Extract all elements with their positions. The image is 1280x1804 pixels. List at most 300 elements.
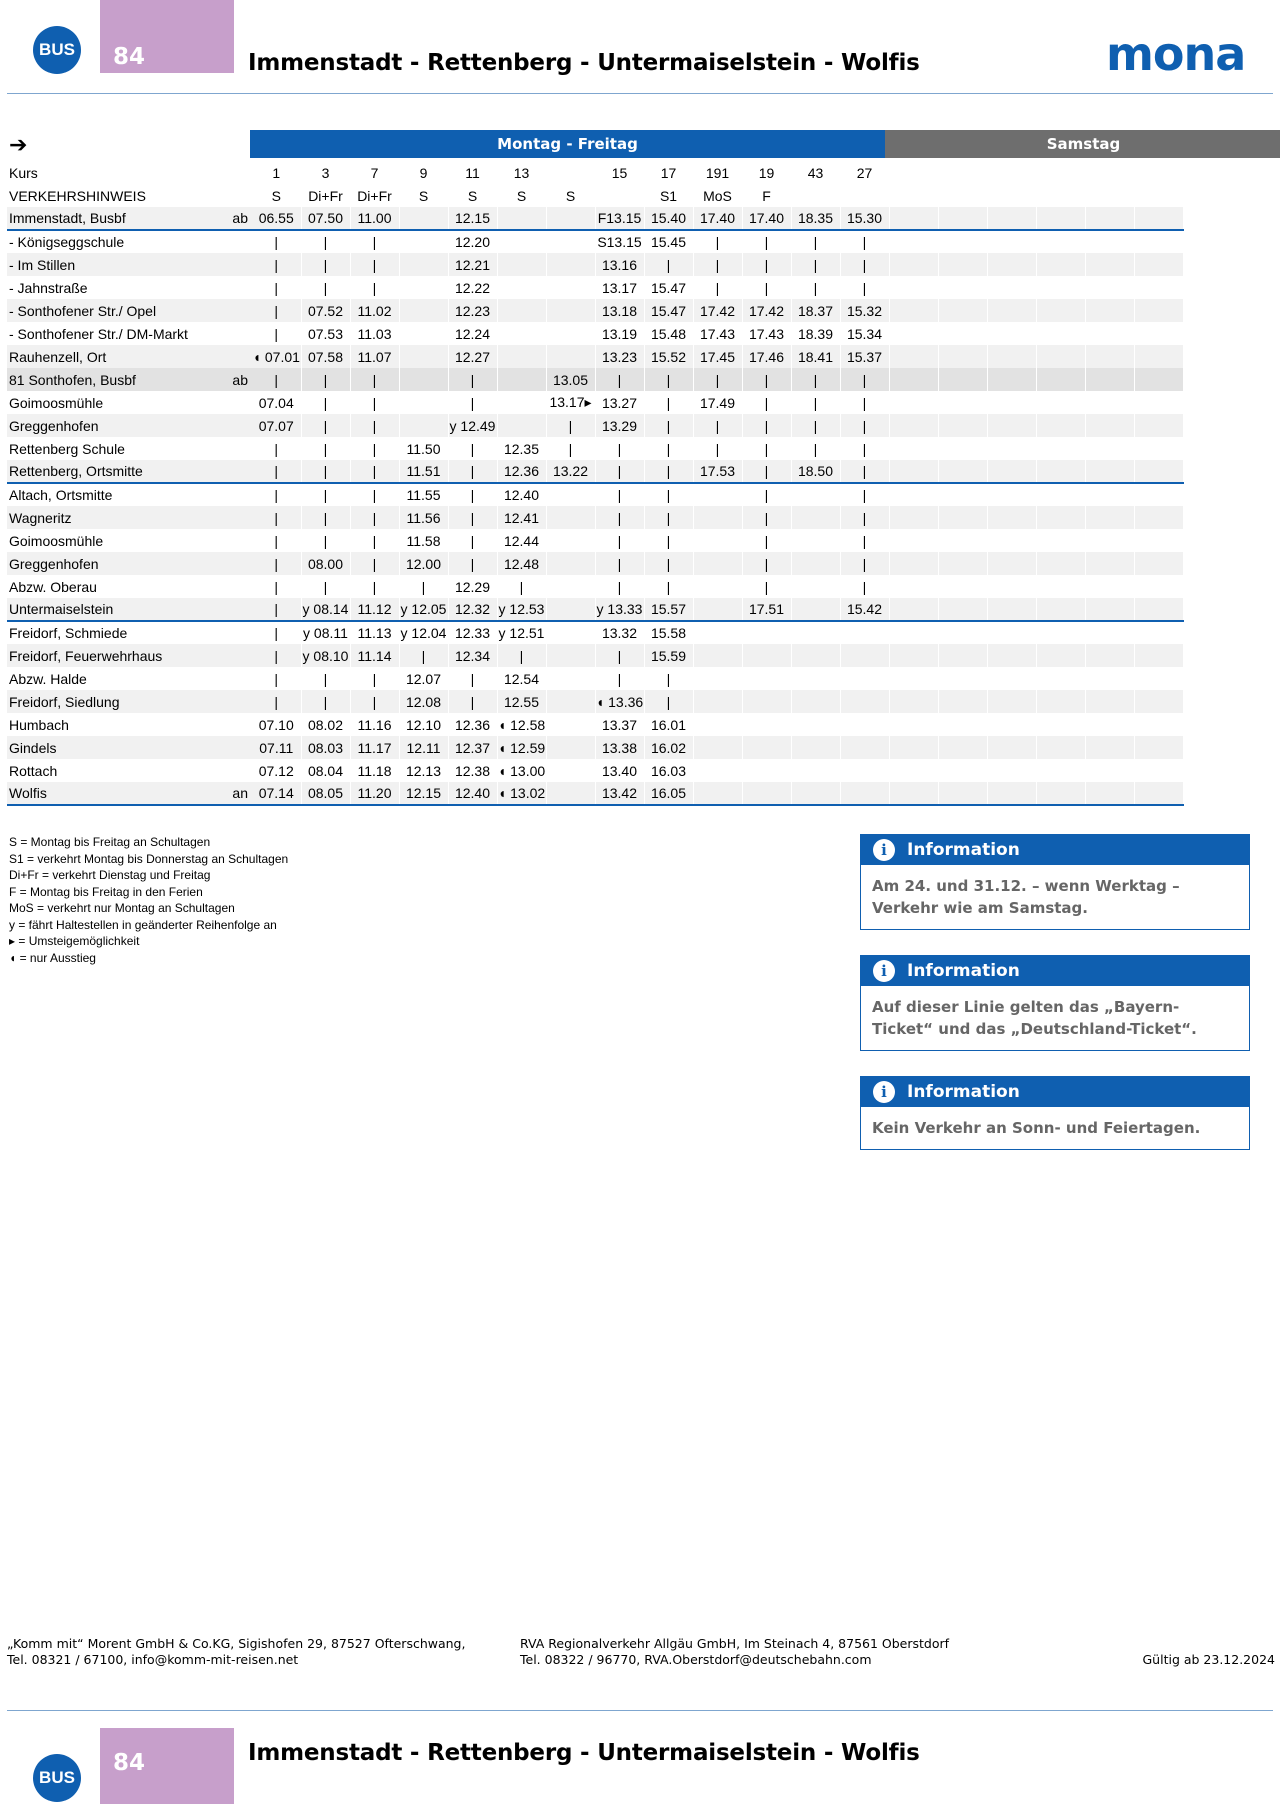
departure-time: 13.17▸ <box>546 391 595 414</box>
departure-time: | <box>350 276 399 299</box>
departure-time <box>399 207 448 230</box>
page-title: Immenstadt - Rettenberg - Untermaiselstein - Wolfis <box>248 50 920 76</box>
departure-time <box>742 667 791 690</box>
kurs-number: 7 <box>350 161 399 184</box>
legend-item: ▸ = Umsteigemöglichkeit <box>9 934 140 948</box>
departure-time <box>399 253 448 276</box>
stop-row <box>7 276 1183 299</box>
departure-time <box>1134 253 1183 276</box>
departure-time: 11.58 <box>399 529 448 552</box>
kurs-number <box>889 161 938 184</box>
departure-time: 15.52 <box>644 345 693 368</box>
departure-time: 15.32 <box>840 299 889 322</box>
stop-row <box>7 322 1183 345</box>
departure-time <box>1085 782 1134 805</box>
departure-time <box>693 759 742 782</box>
departure-time: | <box>448 391 497 414</box>
departure-time: | <box>301 253 350 276</box>
stop-name: Greggenhofen <box>7 414 227 437</box>
departure-time <box>399 299 448 322</box>
departure-time: | <box>693 437 742 460</box>
departure-time: | <box>742 529 791 552</box>
departure-time <box>791 529 840 552</box>
departure-time <box>546 575 595 598</box>
departure-time <box>1085 759 1134 782</box>
departure-time: | <box>693 414 742 437</box>
departure-time <box>791 483 840 506</box>
stop-row <box>7 736 1183 759</box>
departure-time: | <box>448 483 497 506</box>
departure-time <box>546 299 595 322</box>
departure-time <box>1134 506 1183 529</box>
departure-time: 18.50 <box>791 460 840 483</box>
stop-name: Freidorf, Feuerwehrhaus <box>7 644 227 667</box>
departure-time: 17.43 <box>742 322 791 345</box>
departure-time <box>938 414 987 437</box>
stop-row <box>7 391 1183 414</box>
departure-time <box>1134 230 1183 253</box>
arr-dep-marker <box>227 391 252 414</box>
departure-time <box>546 529 595 552</box>
departure-time: ◖ 12.58 <box>497 713 546 736</box>
kurs-number: 191 <box>693 161 742 184</box>
departure-time: 15.47 <box>644 299 693 322</box>
kurs-label: Kurs <box>7 161 227 184</box>
kurs-number <box>1036 161 1085 184</box>
departure-time <box>938 322 987 345</box>
arr-dep-marker <box>227 667 252 690</box>
departure-time: 06.55 <box>252 207 301 230</box>
departure-time <box>1134 276 1183 299</box>
departure-time: | <box>252 299 301 322</box>
departure-time: S13.15 <box>595 230 644 253</box>
departure-time: | <box>644 437 693 460</box>
departure-time <box>1085 506 1134 529</box>
arr-dep-marker <box>227 437 252 460</box>
departure-time <box>1036 598 1085 621</box>
departure-time <box>987 713 1036 736</box>
hinweis-code <box>791 184 840 207</box>
departure-time: | <box>497 575 546 598</box>
departure-time <box>1036 207 1085 230</box>
departure-time: 12.32 <box>448 598 497 621</box>
departure-time: y 12.49 <box>448 414 497 437</box>
hinweis-code: S <box>399 184 448 207</box>
departure-time <box>938 713 987 736</box>
departure-time <box>497 368 546 391</box>
departure-time <box>889 759 938 782</box>
departure-time <box>889 644 938 667</box>
departure-time: | <box>399 644 448 667</box>
legend-item: Di+Fr = verkehrt Dienstag und Freitag <box>9 868 211 882</box>
departure-time <box>791 690 840 713</box>
departure-time: y 12.05 <box>399 598 448 621</box>
departure-time: 13.29 <box>595 414 644 437</box>
departure-time <box>1036 575 1085 598</box>
arr-dep-marker <box>227 345 252 368</box>
departure-time <box>1134 782 1183 805</box>
departure-time <box>987 621 1036 644</box>
footer-company-2 <box>520 1636 949 1668</box>
departure-time: | <box>742 483 791 506</box>
departure-time <box>938 391 987 414</box>
departure-time <box>938 230 987 253</box>
departure-time <box>1036 253 1085 276</box>
departure-time <box>938 690 987 713</box>
departure-time <box>791 759 840 782</box>
departure-time <box>889 276 938 299</box>
departure-time <box>1085 368 1134 391</box>
departure-time <box>1134 368 1183 391</box>
arr-dep-marker <box>227 460 252 483</box>
departure-time <box>1036 759 1085 782</box>
header-divider <box>7 93 1273 94</box>
departure-time: 11.16 <box>350 713 399 736</box>
hinweis-code: S1 <box>644 184 693 207</box>
stop-name: Rettenberg Schule <box>9 440 125 457</box>
departure-time <box>1085 667 1134 690</box>
departure-time <box>1085 253 1134 276</box>
legend-item: S1 = verkehrt Montag bis Donnerstag an Schultagen <box>9 851 289 866</box>
bus-badge: BUS <box>33 1754 81 1802</box>
departure-time <box>938 736 987 759</box>
departure-time: | <box>693 230 742 253</box>
departure-time <box>399 345 448 368</box>
departure-time: | <box>252 621 301 644</box>
departure-time <box>1036 414 1085 437</box>
hinweis-label: VERKEHRSHINWEIS <box>7 184 227 207</box>
arr-dep-marker <box>227 414 252 437</box>
departure-time: | <box>791 368 840 391</box>
departure-time <box>693 575 742 598</box>
departure-time: | <box>644 483 693 506</box>
arr-dep-marker <box>227 690 252 713</box>
departure-time: 07.14 <box>252 782 301 805</box>
departure-time <box>987 759 1036 782</box>
stop-row <box>7 253 1183 276</box>
logo-text: mona <box>1106 34 1246 78</box>
info-box-title: Information <box>907 961 1020 981</box>
departure-time <box>889 575 938 598</box>
departure-time: 15.59 <box>644 644 693 667</box>
departure-time: | <box>350 506 399 529</box>
departure-time <box>987 391 1036 414</box>
departure-time: ◖ 07.01 <box>252 345 301 368</box>
departure-time: 13.37 <box>595 713 644 736</box>
departure-time: | <box>497 644 546 667</box>
kurs-number: 27 <box>840 161 889 184</box>
departure-time: | <box>644 529 693 552</box>
departure-time <box>987 598 1036 621</box>
departure-time <box>889 230 938 253</box>
departure-time <box>1085 207 1134 230</box>
departure-time: | <box>644 506 693 529</box>
departure-time <box>889 460 938 483</box>
departure-time: 07.11 <box>252 736 301 759</box>
departure-time <box>546 345 595 368</box>
kurs-number: 11 <box>448 161 497 184</box>
departure-time: | <box>448 460 497 483</box>
departure-time <box>889 667 938 690</box>
departure-time <box>938 437 987 460</box>
stop-row <box>7 782 1183 805</box>
departure-time <box>791 736 840 759</box>
departure-time <box>1134 690 1183 713</box>
departure-time: 07.53 <box>301 322 350 345</box>
departure-time: 12.41 <box>497 506 546 529</box>
departure-time: 13.19 <box>595 322 644 345</box>
departure-time: | <box>595 667 644 690</box>
stop-name: Immenstadt, Busbf <box>7 207 227 230</box>
arr-dep-marker: ab <box>227 368 252 391</box>
departure-time: | <box>252 230 301 253</box>
departure-time: 12.15 <box>399 782 448 805</box>
departure-time: 18.41 <box>791 345 840 368</box>
departure-time: | <box>791 391 840 414</box>
arr-dep-marker <box>227 230 252 253</box>
departure-time <box>546 598 595 621</box>
arr-dep-marker <box>227 713 252 736</box>
departure-time <box>693 690 742 713</box>
departure-time: | <box>840 483 889 506</box>
hinweis-code: MoS <box>693 184 742 207</box>
departure-time: 12.37 <box>448 736 497 759</box>
stop-name: - Im Stillen <box>7 253 227 276</box>
departure-time: | <box>301 230 350 253</box>
departure-time <box>742 759 791 782</box>
arr-dep-marker <box>227 736 252 759</box>
arr-dep-marker <box>227 552 252 575</box>
departure-time: y 12.04 <box>399 621 448 644</box>
departure-time <box>938 598 987 621</box>
departure-time <box>497 299 546 322</box>
hinweis-code: S <box>497 184 546 207</box>
hinweis-code <box>1036 184 1085 207</box>
stop-row <box>7 414 1183 437</box>
departure-time <box>1134 345 1183 368</box>
departure-time <box>987 552 1036 575</box>
departure-time <box>693 483 742 506</box>
departure-time <box>1134 621 1183 644</box>
departure-time <box>1134 529 1183 552</box>
departure-time: 17.46 <box>742 345 791 368</box>
hinweis-code: S <box>252 184 301 207</box>
departure-time: 18.35 <box>791 207 840 230</box>
departure-time: 11.51 <box>399 460 448 483</box>
departure-time <box>987 529 1036 552</box>
hinweis-code <box>1085 184 1134 207</box>
departure-time: | <box>742 414 791 437</box>
departure-time <box>938 575 987 598</box>
info-icon: i <box>873 839 895 861</box>
departure-time <box>1036 299 1085 322</box>
stop-row <box>7 460 1183 483</box>
hinweis-code: F <box>742 184 791 207</box>
departure-time: 12.00 <box>399 552 448 575</box>
departure-time <box>1134 299 1183 322</box>
info-box-header <box>861 1077 1249 1107</box>
departure-time: | <box>595 368 644 391</box>
departure-time: | <box>252 644 301 667</box>
arr-dep-marker <box>227 483 252 506</box>
page-title: Immenstadt - Rettenberg - Untermaiselstein - Wolfis <box>248 1740 920 1766</box>
departure-time <box>1085 644 1134 667</box>
departure-time <box>1036 782 1085 805</box>
departure-time: 17.42 <box>742 299 791 322</box>
departure-time: | <box>252 437 301 460</box>
departure-time <box>987 644 1036 667</box>
departure-time: | <box>791 414 840 437</box>
departure-time: | <box>840 506 889 529</box>
arr-dep-marker <box>227 276 252 299</box>
departure-time: 11.03 <box>350 322 399 345</box>
stop-row <box>7 598 1183 621</box>
departure-time <box>1036 644 1085 667</box>
departure-time: 07.07 <box>252 414 301 437</box>
departure-time <box>1085 621 1134 644</box>
departure-time: 11.02 <box>350 299 399 322</box>
departure-time: | <box>840 414 889 437</box>
departure-time: | <box>742 575 791 598</box>
departure-time: 11.17 <box>350 736 399 759</box>
departure-time <box>889 437 938 460</box>
departure-time <box>1036 506 1085 529</box>
legend-item: F = Montag bis Freitag in den Ferien <box>9 884 203 899</box>
arr-dep-marker <box>227 253 252 276</box>
departure-time: 08.02 <box>301 713 350 736</box>
departure-time: 11.07 <box>350 345 399 368</box>
info-box-text: Auf dieser Linie gelten das „Bayern-Ticket“ und das „Deutschland-Ticket“. <box>872 998 1197 1038</box>
departure-time: | <box>742 368 791 391</box>
departure-time: | <box>301 506 350 529</box>
departure-time: 16.03 <box>644 759 693 782</box>
departure-time: | <box>644 690 693 713</box>
departure-time: | <box>252 276 301 299</box>
stop-name: - Jahnstraße <box>9 279 88 296</box>
departure-time <box>889 253 938 276</box>
departure-time <box>1085 529 1134 552</box>
departure-time <box>1134 437 1183 460</box>
departure-time: 12.38 <box>448 759 497 782</box>
departure-time: 11.00 <box>350 207 399 230</box>
departure-time: 12.40 <box>448 782 497 805</box>
departure-time: | <box>840 230 889 253</box>
departure-time <box>987 736 1036 759</box>
departure-time: 12.55 <box>497 690 546 713</box>
departure-time: 13.27 <box>595 391 644 414</box>
departure-time: 17.43 <box>693 322 742 345</box>
kurs-number: 9 <box>399 161 448 184</box>
departure-time <box>1134 483 1183 506</box>
departure-time <box>546 782 595 805</box>
kurs-number: 15 <box>595 161 644 184</box>
hinweis-code <box>889 184 938 207</box>
departure-time: 12.21 <box>448 253 497 276</box>
departure-time: 12.44 <box>497 529 546 552</box>
departure-time: | <box>644 552 693 575</box>
legend <box>9 834 288 966</box>
kurs-number: 1 <box>252 161 301 184</box>
validity-date: Gültig ab 23.12.2024 <box>1142 1652 1275 1667</box>
departure-time: y 12.53 <box>497 598 546 621</box>
departure-time <box>742 690 791 713</box>
departure-time: 17.40 <box>742 207 791 230</box>
departure-time: 12.24 <box>448 322 497 345</box>
kurs-number <box>546 161 595 184</box>
stop-name: Abzw. Halde <box>9 670 87 687</box>
stop-row <box>7 759 1183 782</box>
departure-time: | <box>546 437 595 460</box>
departure-time <box>889 483 938 506</box>
arr-dep-marker <box>227 621 252 644</box>
departure-time: | <box>742 506 791 529</box>
departure-time <box>693 667 742 690</box>
departure-time <box>987 276 1036 299</box>
departure-time <box>889 713 938 736</box>
departure-time: 18.39 <box>791 322 840 345</box>
stop-name: Untermaiselstein <box>7 598 227 621</box>
departure-time <box>1134 713 1183 736</box>
departure-time: F13.15 <box>595 207 644 230</box>
departure-time <box>1134 644 1183 667</box>
departure-time <box>1085 230 1134 253</box>
departure-time <box>1085 299 1134 322</box>
departure-time: | <box>252 529 301 552</box>
departure-time <box>938 667 987 690</box>
info-box-sundays <box>860 1076 1250 1150</box>
departure-time: 17.49 <box>693 391 742 414</box>
departure-time: | <box>252 552 301 575</box>
departure-time <box>840 713 889 736</box>
departure-time <box>987 483 1036 506</box>
departure-time: ◖ 13.36 <box>595 690 644 713</box>
departure-time <box>987 460 1036 483</box>
departure-time: | <box>791 437 840 460</box>
departure-time: 15.47 <box>644 276 693 299</box>
departure-time: | <box>644 391 693 414</box>
departure-time <box>742 736 791 759</box>
stop-row <box>7 667 1183 690</box>
departure-time: 12.48 <box>497 552 546 575</box>
stop-name: Greggenhofen <box>7 552 227 575</box>
stop-row <box>7 483 1183 506</box>
departure-time <box>987 690 1036 713</box>
departure-time: 15.45 <box>644 230 693 253</box>
stop-row <box>7 529 1183 552</box>
stop-row <box>7 713 1183 736</box>
departure-time <box>987 414 1036 437</box>
departure-time <box>693 644 742 667</box>
departure-time <box>987 322 1036 345</box>
stop-name: Freidorf, Siedlung <box>7 690 227 713</box>
stop-name: Rauhenzell, Ort <box>7 345 227 368</box>
arr-dep-marker <box>227 575 252 598</box>
departure-time: | <box>448 437 497 460</box>
departure-time: 16.05 <box>644 782 693 805</box>
kurs-number <box>987 161 1036 184</box>
departure-time <box>840 690 889 713</box>
departure-time: | <box>644 460 693 483</box>
departure-time <box>889 621 938 644</box>
info-box-tickets <box>860 955 1250 1051</box>
departure-time <box>791 644 840 667</box>
departure-time: 13.05 <box>546 368 595 391</box>
page-header-repeat <box>0 1712 1280 1804</box>
stop-row <box>7 552 1183 575</box>
kurs-number: 43 <box>791 161 840 184</box>
line-number-box: 84 <box>100 1728 234 1804</box>
departure-time: | <box>448 368 497 391</box>
